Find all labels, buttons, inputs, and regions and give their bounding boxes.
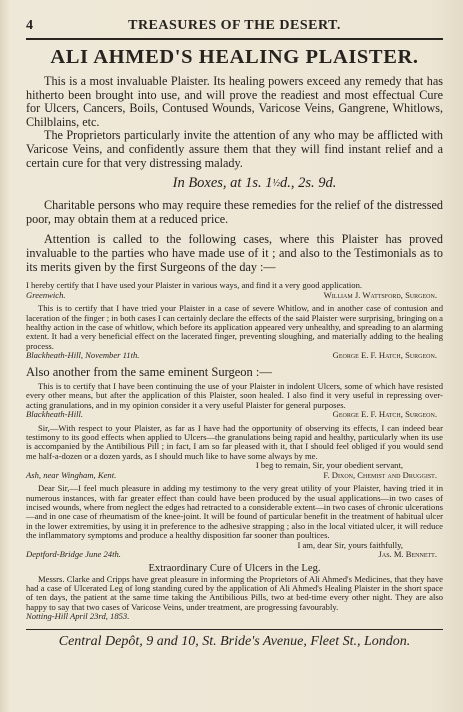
testimonial-5-name: Jas. M. Bennett. xyxy=(378,549,437,560)
testimonial-6-place: Notting-Hill April 23rd, 1853. xyxy=(26,611,130,622)
testimonial-5-place: Deptford-Bridge June 24th. xyxy=(26,549,121,560)
page-title: ALI AHMED'S HEALING PLAISTER. xyxy=(50,46,419,68)
testimonial-4-text: Sir,—With respect to your Plaister, as far as I have had the opportunity of observing its effects, I can indeed bear testimony to its good effects when applied to Ulcers—the granulations being rapid and healthy, particularly when its use is accompanied by the Antibilious Pill ; in fact, I am so far pleased with it, that I should feel obliged if you would send me half-a-dozen or a dozen yards, as I should much like to have some always by me. xyxy=(26,422,443,461)
testimonial-4-place: Ash, near Wingham, Kent. xyxy=(26,469,117,480)
testimonial-6-signature xyxy=(26,612,443,622)
testimonial-5-closing: I am, dear Sir, yours faithfully, xyxy=(297,539,403,550)
testimonial-2-text: This is to certify that I have tried your Plaister in a case of severe Whitlow, and in another case of contusion and laceration of the finger ; in both cases I can certainly declare the effects of the said Plaister were surprising, bringing on a healthy action in the case of whitlow, which before its application appeared very unhealthy, and spreading to an alarming extent. It had a very beneficial effect on the lacerated finger, preventing sloughing, and materially adding to the healing process. xyxy=(26,303,443,351)
running-head xyxy=(26,18,443,36)
testimonial-6-text: Messrs. Clarke and Cripps have great pleasure in informing the Proprietors of Ali Ahmed's Medicines, that they have had a case of Ulcerated Leg of long standing cured by the application of Ali Ahmed's Healing Plaister in the short space of ten days, the patient at the same time taking the Antibilious Pills, two at bed-time every other night. They are also happy to say that two cases of Varicose Veins, under treatment, are progressing favourably. xyxy=(26,573,443,612)
testimonial-3-signature xyxy=(26,410,443,420)
testimonial-2-signature xyxy=(26,351,443,361)
testimonial-subhead: Also another from the same eminent Surgeon :— xyxy=(26,364,272,379)
footer-rule xyxy=(26,629,443,630)
running-title: TREASURES OF THE DESERT. xyxy=(128,18,341,33)
testimonial-2-name: George E. F. Hatch, Surgeon. xyxy=(332,350,437,361)
charity-paragraph: Charitable persons who may require these remedies for the relief of the distressed poor, may obtain them at a reduced price. xyxy=(26,198,443,226)
testimonial-1-place: Greenwich. xyxy=(26,289,66,300)
intro-paragraph-2: The Proprietors particularly invite the attention of any who may be afflicted with Varicose Veins, and confidently assure them that they will find instant relief and a certain cure for that very distressing malady. xyxy=(26,128,443,170)
testimonial-4-name: F. Dixon, Chemist and Druggist. xyxy=(323,469,437,480)
testimonial-3-text: This is to certify that I have been continuing the use of your Plaister in indolent Ulcers, some of which have resisted every other means, but after the application of this Plaister, soon healed. I also find it very useful in repressing over-acting granulations, and in my opinion consider it a very useful Plaister for general purposes. xyxy=(26,380,443,410)
testimonial-1-text: I hereby certify that I have used your Plaister in various ways, and find it a very good application. xyxy=(26,280,363,291)
price-part-b: d., 2s. 9d. xyxy=(279,175,337,192)
testimonial-4-closing: I beg to remain, Sir, your obedient servant, xyxy=(255,460,403,471)
testimonial-1-name: William J. Wattsford, Surgeon. xyxy=(323,289,437,300)
testimonial-3-name: George E. F. Hatch, Surgeon. xyxy=(332,408,437,419)
header-rule xyxy=(26,38,443,40)
price-part-a: In Boxes, at 1s. 1 xyxy=(172,175,273,192)
attention-paragraph: Attention is called to the following cases, where this Plaister has proved invaluable to the parties who have made use of it ; and also to the Testimonials as to its merits given by the first Surgeons of the day :— xyxy=(26,232,443,274)
testimonial-5-signature xyxy=(26,550,443,560)
footer-address: Central Depôt, 9 and 10, St. Bride's Avenue, Fleet St., London. xyxy=(58,633,411,649)
price-line xyxy=(26,175,443,192)
testimonial-1-signature xyxy=(26,291,443,301)
testimonial-3-place: Blackheath-Hill. xyxy=(26,408,84,419)
extraordinary-cure-heading: Extraordinary Cure of Ulcers in the Leg. xyxy=(148,562,321,574)
price-fraction: ½ xyxy=(272,178,280,190)
page-number: 4 xyxy=(26,18,34,33)
testimonial-4-signature xyxy=(26,471,443,481)
testimonial-5-text: Dear Sir,—I feel much pleasure in adding my testimony to the very great utility of your Plaister, having tried it in numerous instances, with far greater effect than could have been produced by the usual applications—in two cases of incised wounds, where from neglect the edges had retracted to a considerable extent—in two cases of chronic ulcerations—and in one case of rheumatism of the knee-joint. It will be found of particular benefit in the treatment of habitual ulcer in the lower extremities, by using it in preference to the adhesive strapping ; also in the local vitiated ulcer, it will reduce the inflammatory symptoms and produce a healthy disposition far sooner than poultices. xyxy=(26,483,443,541)
testimonial-2-place: Blackheath-Hill, November 11th. xyxy=(26,350,140,361)
intro-paragraph-1: This is a most invaluable Plaister. Its healing powers exceed any remedy that has hitherto been brought into use, and will prove the readiest and most effectual Cure for Ulcers, Cancers, Boils, Contused Wounds, Varicose Veins, Gangrene, Whitlows, Chilblains, etc. xyxy=(26,74,443,129)
